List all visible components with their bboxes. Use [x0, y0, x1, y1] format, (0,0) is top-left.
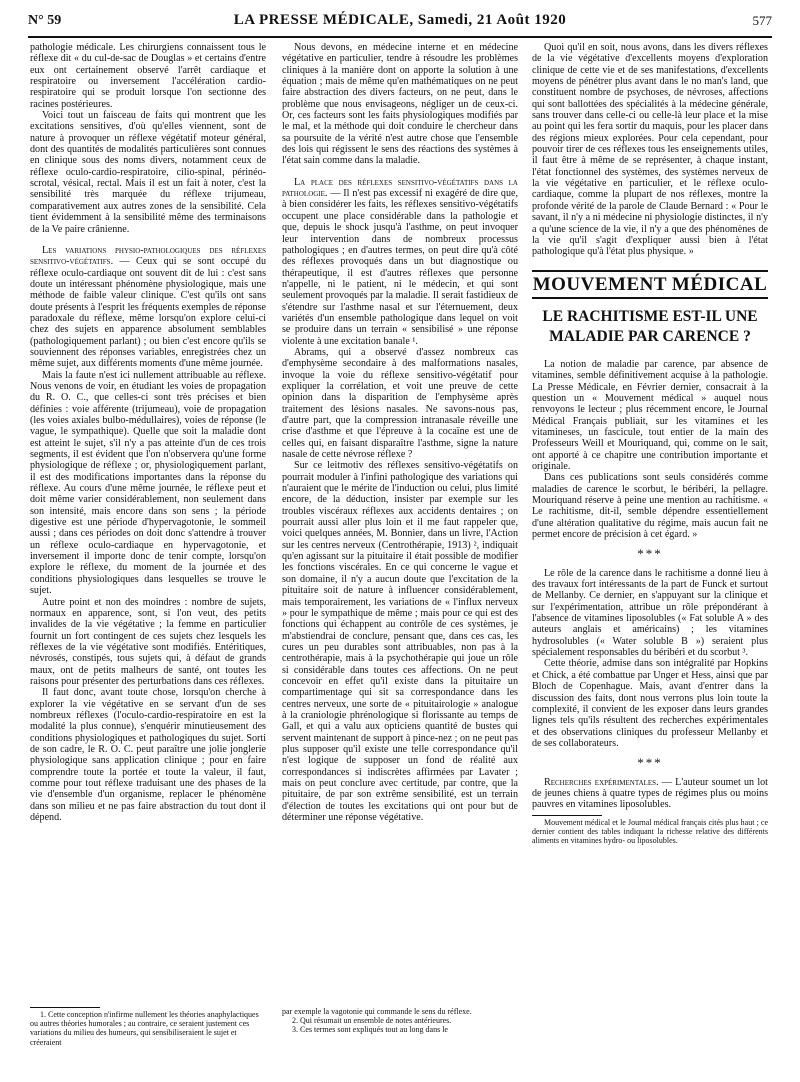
- paragraph-text: — Il n'est pas excessif ni exagéré de dire que, à bien considérer les faits, les réflexes sensitivo-végétatifs occupent une place considérable dans la pathologie et que, depuis le shock jusqu'à l'asthme, on peut invoquer leur intervention dans de nombreux processus pathologiques ; en d'autres termes, on peut dire qu'à côté des réflexes provoqués dans un but diagnostique ou thérapeutique, il est d'autres réflexes que personne n'appelle, ni le patient, ni le médecin, et qui sont seulement provoqués par la maladie. Il serait fastidieux de s'étendre sur l'asthme nasal et sur l'éternuement, deux variétés d'un ensemble pathologique dans lequel on voit se produire dans un terrain « sensibilisé » une réponse violente à une excitation banale ¹.: [282, 188, 518, 347]
- footnotes-col2: [282, 1003, 518, 1035]
- footnote: 1. Cette conception n'infirme nullement les théories anaphylactiques ou autres théories humorales ; au contraire, ce seraient justement ces variations du milieu des humeurs, qui sensibiliseraient le sujet et créeraient: [30, 1010, 259, 1047]
- paragraph: Autre point et non des moindres : nombre de sujets, normaux en apparence, sont, si l'on veut, des petits invalides de la vie végétative ; la femme en particulier fournit un fort contingent de ces sujets chez lesquels les réflexes de la vie végétative sont modifiés. Entéritiques, névrosés, constipés, tous sujets qui, à défaut de grands maux, ont de petits malheurs de santé, ont toutes les raisons pour présenter des perturbations dans ces réflexes.: [30, 596, 266, 687]
- column-2: [282, 42, 518, 1042]
- paragraph: Dans ces publications sont seuls considérés comme maladies de carence le scorbut, le béribéri, la pellagre. Mouriquand réserve à peine une mention au rachitisme. « Le rachitisme, dit-il, semble dépendre essentiellement d'une altération qualitative du régime, mais aucun fait ne permet encore de précision à cet égard. »: [532, 472, 768, 541]
- footnote: 3. Ces termes sont expliqués tout au long dans le: [292, 1025, 448, 1035]
- page-number: 577: [752, 13, 772, 28]
- paragraph: La notion de maladie par carence, par absence de vitamines, semble définitivement acquise à la pathologie. La Presse Médicale, en Février dernier, consacrait à la question un « Mouvement médical » auquel nous renvoyons le lecteur ; plus récemment encore, le Journal Médical Français publiait, sur les vitamines et les vitamineses, un fascicule, tout entier de la main des Professeurs Weill et Mouriquand, qui, comme on le sait, ont apporté à ce chapitre une contribution importante et originale.: [532, 358, 768, 472]
- paragraph: Abrams, qui a observé d'assez nombreux cas d'emphysème secondaire à des malformations nasales, invoque la voie du réflexe sensitivo-végétatif pour expliquer la corrélation, et voit une preuve de cette opinion dans la disparition de l'emphysème après traitement des lésions nasales. Ne savons-nous pas, d'autre part, que la compression intranasale réveille une crise d'asthme et que l'épreuve à la cocaïne est une de celles qui, en faisant disparaître l'asthme, signe la nature nasale de cette névrose réflexe ?: [282, 346, 518, 461]
- paragraph: Le rôle de la carence dans le rachitisme a donné lieu à des travaux fort intéressants de la part de Funck et surtout de Mellanby. Ce dernier, en s'appuyant sur la clinique et sur l'expérimentation, attribue un rôle prépondérant à l'absence de vitamines liposolubles (« Fat soluble A » des auteurs anglais et américains) ; les vitamines hydrosolubles (« Water soluble B ») seraient plus spécialement responsables du béribéri et du scorbut ³.: [532, 567, 768, 659]
- footnote-rule: [30, 1007, 100, 1008]
- column-3: [532, 42, 768, 1082]
- paragraph-text: — L'auteur soumet un lot de jeunes chiens à quatre types de régimes plus ou moins pauvres en vitamines liposolubles.: [532, 776, 768, 811]
- footnote: 2. Qui résumait un ensemble de notes antérieures.: [292, 1016, 452, 1026]
- footnote-rule: [532, 815, 602, 816]
- paragraph: Cette théorie, admise dans son intégralité par Hopkins et Chick, a été combattue par Unger et Hess, ainsi que par Bloch de Copenhague. Mais, avant d'entrer dans la discussion des faits, dont nous verrons plus loin toute la complexité, il convient de les exposer dans leurs grandes lignes tels qu'ils résultent des recherches expérimentales et des observations cliniques du professeur Mellanby et de ses collaborateurs.: [532, 658, 768, 749]
- paragraph: pathologie médicale. Les chirurgiens connaissent tous le réflexe dit « du cul-de-sac de Douglas » et certains d'entre eux ont certainement observé l'arrêt cardiaque et respiratoire ou inversement l'accélération cardio-respiratoire qui se produit lorsque l'on sectionne des racines postérieures.: [30, 42, 266, 110]
- separator-stars: ***: [637, 755, 663, 771]
- paragraph-text: — Ceux qui se sont occupé du réflexe oculo-cardiaque ont souvent dit de lui : c'est sans doute un intéressant phénomène physiologique, mais une méthode de faible valeur clinique. C'est qu'ils ont sans doute présents à l'esprit les fréquents exemples de réponse paradoxale du réflexe, même lorsqu'on explore celui-ci chez des sujets en apparence absolument semblables (pathologiquement parlant) ; ou bien c'est encore qu'ils se souviennent des réponses variables, enregistrées chez un même sujet, aux différents moments d'une même journée.: [30, 256, 266, 370]
- section-paragraph: [282, 177, 518, 347]
- paragraph: Nous devons, en médecine interne et en médecine végétative en particulier, tendre à résoudre les problèmes cliniques à la manière dont on apporte la solution à une équation ; mais de même qu'en mathématiques on ne peut faire abstraction des divers facteurs, on ne peut, dans le problème que nous envisageons, négliger un de ceux-ci. Or, ces facteurs sont les faits physiologiques modifiés par le mal, et la méthode qui doit conduire le chercheur dans sa poursuite de la vérité n'est autre chose que l'ensemble des lois qui régissent le sens des réactions des systèmes à l'état sain comme dans la maladie.: [282, 42, 518, 167]
- article-title: LE RACHITISME EST-IL UNE MALADIE PAR CARENCE ?: [542, 307, 758, 345]
- journal-title: LA PRESSE MÉDICALE, Samedi, 21 Août 1920: [233, 12, 567, 28]
- column-1: [30, 42, 266, 1042]
- paragraph: Sur ce leitmotiv des réflexes sensitivo-végétatifs on pourrait moduler à l'infini pathologique des variations qui n'auraient que le mérite de l'induction ou celui, plus limité encore, de la déduction, insister par exemple sur les troubles viscéraux réflexes aux accidents dentaires ; on pourrait aussi aller plus loin et il me faut rappeler que, voici quelques années, M. Bonnier, dans un livre, l'Action sur les centres nerveux (Centrothérapie, 1913) ², indiquait qu'en agissant sur la pituitaire il était possible de modifier les fonctions viscérales. En ce qui concerne le vague et son domaine, il n'y a aucun doute que l'excitation de la pituitaire soit de nature à influencer considérablement, mais temporairement, les variations de « l'influx nerveux » pour le sympathique de même ; mais pour ce qui est des fonctions qui échappent au contrôle de ces systèmes, je m'abstiendrai de conclure, pensant que, dans ces cas, les cures un peu durables sont attribuables, non pas à la centrothérapie, mais à la psychothérapie qui joue un rôle si considérable dans toutes ces affections. On ne peut concevoir en effet qu'il existe dans la pituitaire un compartimentage qui sit sa correspondance dans les centres nerveux, une sorte de « pituitairologie » analogue à la craniologie phrénologique si florissante au temps de Gall, et qui a valu aux opticiens quantité de bustes qui servent maintenant de support à pince-nez ; on ne peut pas plus supposer qu'il existe une telle correspondance qu'il n'est logique de supposer un fond de réalité aux correspondances si indiscrètes affirmées par Lavater ; mais on peut conclure avec certitude, par contre, que la pituitaire, de par son extrême sensibilité, est un terrain d'élection de toutes les excitations qui ont pour but de déterminer une réponse végétative.: [282, 460, 519, 824]
- separator-stars: ***: [637, 546, 663, 562]
- paragraph: Voici tout un faisceau de faits qui montrent que les excitations sensitives, d'où qu'elles viennent, sont de nature à provoquer un réflexe végétatif moteur général, dont des quantités de modalités particulières sont connues en clinique sous des noms divers, notamment ceux de réflexe oculo-cardio-respiratoire, cilio-spinal, périnéo-scrotal, vésical, rectal. Mais il est un fait à noter, c'est la sensibilité très marquée du réflexe trijumeau, comparativement aux autres zones de la sensibilité. Cela tient évidemment à la sensibilité même des terminaisons de la Ve paire crânienne.: [30, 110, 266, 235]
- paragraph: Il faut donc, avant toute chose, lorsqu'on cherche à explorer la vie végétative en se servant d'un de ses nombreux réflexes (l'oculo-cardio-respiratoire en est la modalité la plus connue), s'enquérir minutieusement des conditions physiologiques et pathologiques du sujet. Sorti de son cadre, le R. O. C. peut paraître une jolie jonglerie physiologique sans application clinique ; pour en faire comprendre toute la portée et toute la valeur, il faut, comme pour tout réflexe traduisant une des phases de la vie d'ensemble d'un organisme, replacer le phénomène dans son milieu et ne pas faire abstraction du tout dont il dépend.: [30, 687, 266, 824]
- footnote: Mouvement médical et le Journal médical français cités plus haut ; ce dernier contient des tables indiquant la richesse relative des différents aliments en vitamines hydro- ou liposolubles.: [532, 817, 768, 845]
- section-paragraph: [30, 245, 266, 370]
- paragraph: Mais la faute n'est ici nullement attribuable au réflexe. Nous venons de voir, en étudiant les voies de propagation du R. O. C., que celles-ci sont très précises et bien définies : voie afférente (trijumeau), voie de propagation (les voies axiales bulbo-médullaires), voies de réponse (le vague, le sympathique). Quelle que soit la maladie dont est atteint le sujet, s'il n'y a pas atteinte d'un de ces trois segments, il est évident que l'on n'observera qu'une forme physiologique de réflexe ; or, physiologiquement parlant, il est des modifications importantes dans la réponse du réflexe. Au cours d'une même journée, le réflexe peut et doit même varier considérablement, non seulement dans son intensité, mais encore dans son sens ; la période digestive est une période d'hypervagotonie, le sommeil aussi ; dans ces périodes on doit donc s'attendre à trouver un réflexe oculo-cardiaque en hypervagotonie, et inversement il importe donc de tenir compte, lorsqu'on explore le réflexe, du moment de la journée et des conditions physiologiques dans lesquelles se trouve le sujet.: [30, 369, 266, 597]
- section-paragraph: [532, 777, 768, 811]
- issue-number: N° 59: [28, 13, 62, 28]
- paragraph: Quoi qu'il en soit, nous avons, dans les divers réflexes de la vie végétative d'excellents moyens d'exploration clinique de cette vie et de ses manifestations, d'excellents moyens de pénétrer plus avant dans le no man's land, que constituent nombre de psychoses, de névroses, affections qui sont ballottées des spécialités à la médecine générale, sans trouver dans celle-ci ou celle-là leur place et la mise au point qui les fera sortir du maquis, pour les placer dans des régions mieux explorées. Pour cela cependant, pour pouvoir tirer de ces réflexes tous les enseignements utiles, il faut être à même de se représenter, à chaque instant, l'état fonctionnel des systèmes, des systèmes nerveux de la vie végétative en particulier, et le réflexe oculo-cardiaque, comme la plupart de nos réflexes, montre la profonde vérité de la parole de Claude Bernard : « Pour le savant, il n'y a ni médecine ni physiologie distinctes, il n'y a qu'une science de la vie, il n'y a que des phénomènes de la vie qu'il s'agit d'expliquer aussi bien à l'état pathologique qu'à l'état plus physique. »: [532, 42, 768, 258]
- section-title: Les variations physio-pathologiques des réflexes sensitivo-végétatifs.: [30, 244, 266, 268]
- page-header: [28, 10, 772, 38]
- footnotes-col1: [30, 1003, 266, 1047]
- section-title: Recherches expérimentales.: [544, 776, 659, 788]
- section-banner: MOUVEMENT MÉDICAL: [532, 270, 768, 299]
- footnote: par exemple la vagotonie qui commande le sens du réflexe.: [282, 1007, 472, 1016]
- section-title: La place des réflexes sensitivo-végétatifs dans la pathologie.: [282, 176, 518, 200]
